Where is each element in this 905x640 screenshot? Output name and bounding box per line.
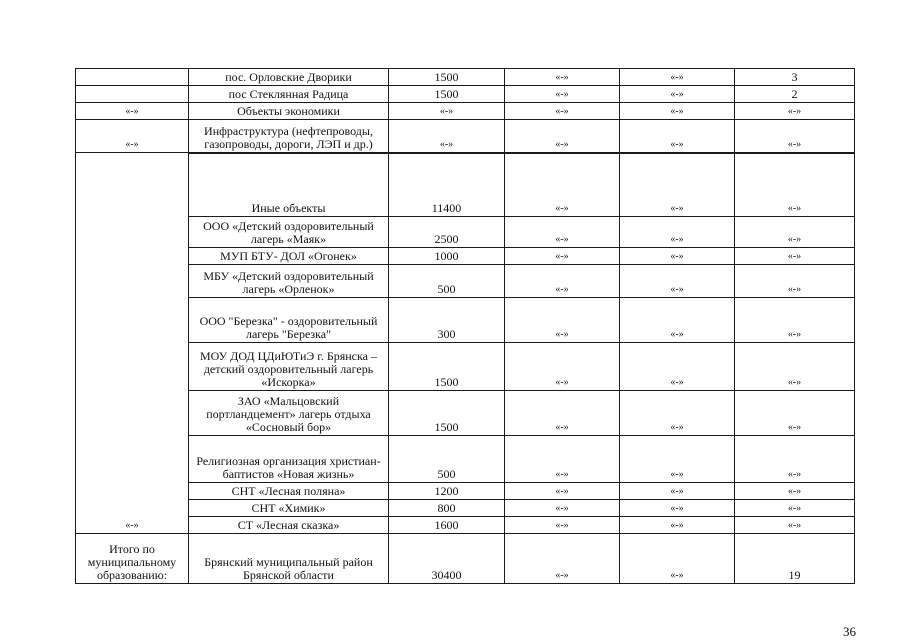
ditto-cell: «-» bbox=[735, 298, 855, 343]
object-name: СНТ «Химик» bbox=[189, 500, 389, 517]
ditto-cell: «-» bbox=[505, 534, 620, 584]
value-cell: 11400 bbox=[389, 153, 505, 217]
settlements-table bbox=[75, 68, 855, 584]
value-cell: 300 bbox=[389, 298, 505, 343]
table-row bbox=[76, 86, 855, 103]
table-row bbox=[76, 265, 855, 298]
table-row bbox=[76, 343, 855, 391]
ditto-cell: «-» bbox=[505, 86, 620, 103]
ditto-cell: «-» bbox=[505, 391, 620, 436]
object-name: пос. Орловские Дворики bbox=[189, 69, 389, 86]
ditto-cell: «-» bbox=[76, 153, 189, 534]
table-row bbox=[76, 69, 855, 86]
object-name: Религиозная организация христиан-баптистов «Новая жизнь» bbox=[189, 436, 389, 483]
ditto-cell: «-» bbox=[620, 343, 735, 391]
value-cell: 800 bbox=[389, 500, 505, 517]
count-cell: 2 bbox=[735, 86, 855, 103]
object-name: Иные объекты bbox=[189, 153, 389, 217]
ditto-cell: «-» bbox=[735, 517, 855, 534]
ditto-cell: «-» bbox=[505, 103, 620, 120]
page-number: 36 bbox=[843, 624, 856, 639]
value-cell: 1000 bbox=[389, 248, 505, 265]
ditto-cell: «-» bbox=[505, 343, 620, 391]
group-cell bbox=[76, 69, 189, 86]
ditto-cell: «-» bbox=[620, 391, 735, 436]
table-row bbox=[76, 120, 855, 153]
object-name: пос Стеклянная Радица bbox=[189, 86, 389, 103]
value-cell: 1200 bbox=[389, 483, 505, 500]
ditto-cell: «-» bbox=[389, 103, 505, 120]
ditto-cell: «-» bbox=[505, 517, 620, 534]
ditto-cell: «-» bbox=[735, 500, 855, 517]
value-cell: 1600 bbox=[389, 517, 505, 534]
group-cell bbox=[76, 86, 189, 103]
object-name: МОУ ДОД ЦДиЮТиЭ г. Брянска – детский оздоровительный лагерь «Искорка» bbox=[189, 343, 389, 391]
ditto-cell: «-» bbox=[735, 391, 855, 436]
table-row bbox=[76, 436, 855, 483]
ditto-cell: «-» bbox=[620, 120, 735, 153]
object-name: СТ «Лесная сказка» bbox=[189, 517, 389, 534]
ditto-cell: «-» bbox=[735, 248, 855, 265]
object-name: Объекты экономики bbox=[189, 103, 389, 120]
ditto-cell: «-» bbox=[620, 534, 735, 584]
ditto-cell: «-» bbox=[620, 153, 735, 217]
total-value: 30400 bbox=[389, 534, 505, 584]
ditto-cell: «-» bbox=[620, 248, 735, 265]
object-name: СНТ «Лесная поляна» bbox=[189, 483, 389, 500]
value-cell: 500 bbox=[389, 265, 505, 298]
ditto-cell: «-» bbox=[620, 86, 735, 103]
ditto-cell: «-» bbox=[505, 265, 620, 298]
object-name: ЗАО «Мальцовский портландцемент» лагерь отдыха «Сосновый бор» bbox=[189, 391, 389, 436]
table-row bbox=[76, 500, 855, 517]
ditto-cell: «-» bbox=[505, 153, 620, 217]
ditto-cell: «-» bbox=[735, 103, 855, 120]
table-row bbox=[76, 517, 855, 534]
total-label: Итого по муниципальному образованию: bbox=[76, 534, 189, 584]
value-cell: 500 bbox=[389, 436, 505, 483]
ditto-cell: «-» bbox=[620, 217, 735, 248]
ditto-cell: «-» bbox=[735, 265, 855, 298]
ditto-cell: «-» bbox=[735, 153, 855, 217]
ditto-cell: «-» bbox=[620, 298, 735, 343]
table-row bbox=[76, 248, 855, 265]
value-cell: 1500 bbox=[389, 69, 505, 86]
ditto-cell: «-» bbox=[620, 103, 735, 120]
ditto-cell: «-» bbox=[505, 298, 620, 343]
ditto-cell: «-» bbox=[735, 436, 855, 483]
table-row bbox=[76, 153, 855, 217]
object-name: ООО «Детский оздоровительный лагерь «Маяк» bbox=[189, 217, 389, 248]
object-name: ООО "Березка" - оздоровительный лагерь "Березка" bbox=[189, 298, 389, 343]
ditto-cell: «-» bbox=[389, 120, 505, 153]
ditto-cell: «-» bbox=[76, 103, 189, 120]
total-row bbox=[76, 534, 855, 584]
table-row bbox=[76, 298, 855, 343]
ditto-cell: «-» bbox=[505, 120, 620, 153]
total-count: 19 bbox=[735, 534, 855, 584]
table-row bbox=[76, 217, 855, 248]
object-name: МБУ «Детский оздоровительный лагерь «Орленок» bbox=[189, 265, 389, 298]
value-cell: 2500 bbox=[389, 217, 505, 248]
ditto-cell: «-» bbox=[620, 483, 735, 500]
ditto-cell: «-» bbox=[620, 265, 735, 298]
value-cell: 1500 bbox=[389, 343, 505, 391]
ditto-cell: «-» bbox=[735, 120, 855, 153]
ditto-cell: «-» bbox=[505, 69, 620, 86]
ditto-cell: «-» bbox=[620, 436, 735, 483]
object-name: МУП БТУ- ДОЛ «Огонек» bbox=[189, 248, 389, 265]
ditto-cell: «-» bbox=[505, 483, 620, 500]
ditto-cell: «-» bbox=[620, 517, 735, 534]
value-cell: 1500 bbox=[389, 391, 505, 436]
ditto-cell: «-» bbox=[735, 217, 855, 248]
total-name: Брянский муниципальный район Брянской области bbox=[189, 534, 389, 584]
table-row bbox=[76, 391, 855, 436]
object-name: Инфраструктура (нефтепроводы, газопроводы, дороги, ЛЭП и др.) bbox=[189, 120, 389, 153]
ditto-cell: «-» bbox=[735, 343, 855, 391]
ditto-cell: «-» bbox=[735, 483, 855, 500]
ditto-cell: «-» bbox=[505, 436, 620, 483]
ditto-cell: «-» bbox=[76, 120, 189, 153]
table-row bbox=[76, 483, 855, 500]
ditto-cell: «-» bbox=[505, 500, 620, 517]
count-cell: 3 bbox=[735, 69, 855, 86]
ditto-cell: «-» bbox=[620, 500, 735, 517]
table-row bbox=[76, 103, 855, 120]
ditto-cell: «-» bbox=[620, 69, 735, 86]
value-cell: 1500 bbox=[389, 86, 505, 103]
ditto-cell: «-» bbox=[505, 248, 620, 265]
ditto-cell: «-» bbox=[505, 217, 620, 248]
